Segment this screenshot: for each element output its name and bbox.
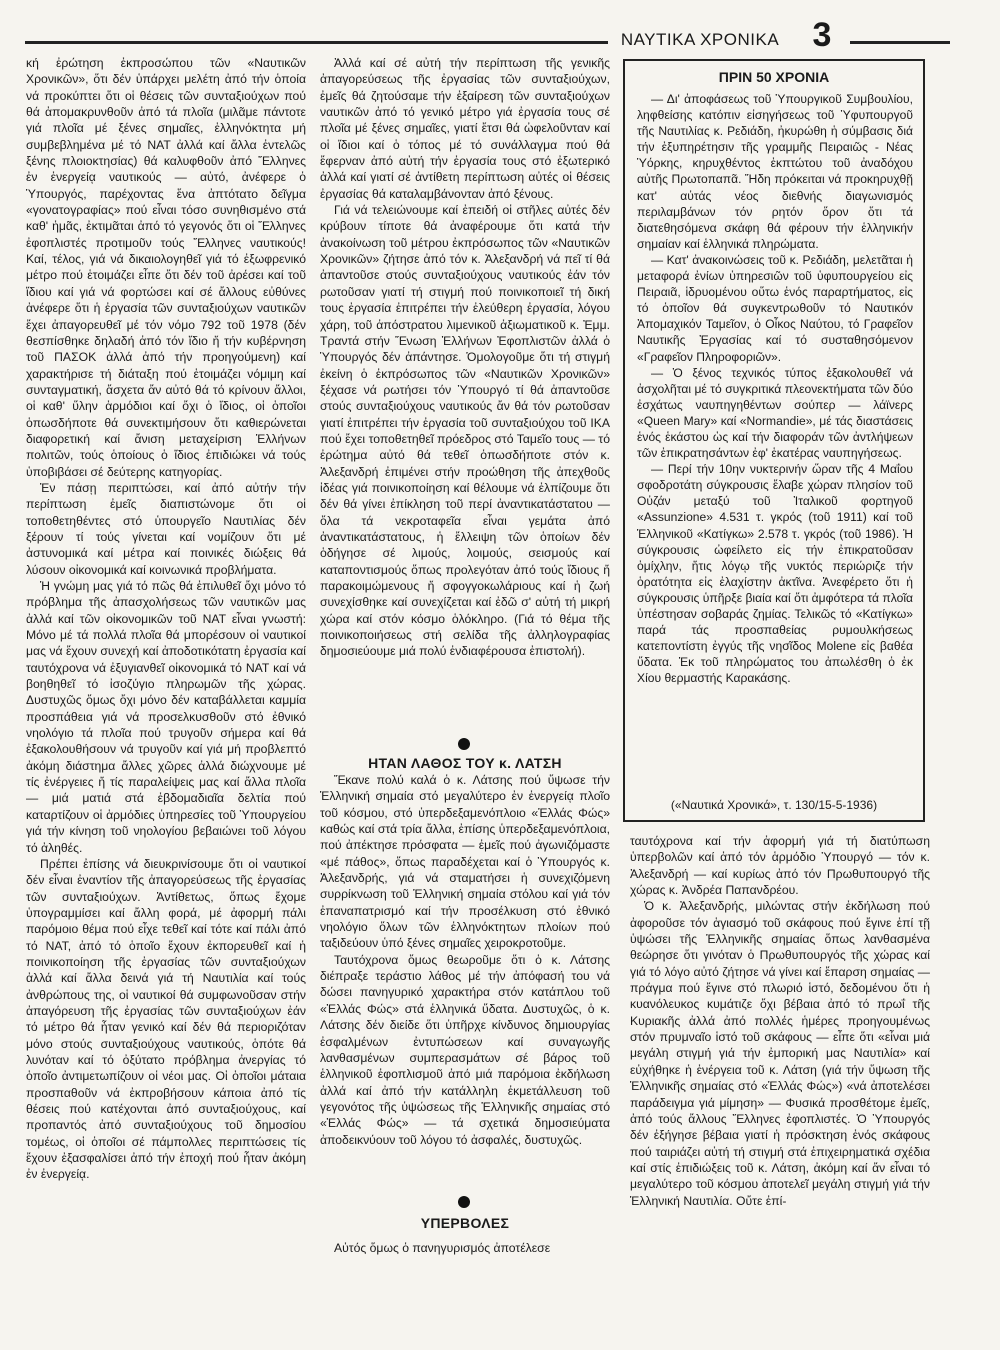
sidebar-box-source: («Ναυτικά Χρονικά», τ. 130/15-5-1936) xyxy=(670,798,878,812)
sidebar-box-body xyxy=(637,91,913,686)
article-heading: ΗΤΑΝ ΛΑΘΟΣ ΤΟΥ κ. ΛΑΤΣΗ xyxy=(368,755,562,771)
paragraph: Πρέπει ἐπίσης νά διευκρινίσουμε ὅτι οἱ ναυτικοί δέν εἶναι ἐναντίον τῆς ἀπαγορεύσεως τῆς ἐργασίας τῶν συνταξιούχων. Ἀντίθετως, ὅπως ἔχομε ὑπογραμμίσει καί ἄλλη φορά, μέ ἀφορμή πάλι παρόμοιο θέμα πού εἶχε τεθεῖ καί τότε καί πάλι ἀπό τό ΝΑΤ, ἀπό τό ὁποῖο ἔχουν ἐκπορευθεῖ καί ἡ ποινικοποίηση τῆς ἐργασίας τῶν συνταξιούχων ἀλλά καί ἄλλα δεινά γιά τή Ναυτιλία καί τούς ἀνθρώπους της, οἱ ναυτικοί θά συμφωνοῦσαν στήν ἀπαγόρευση τῆς ἐργασίας τῶν συνταξιούχων ἐάν τό μέτρο θά ἦταν γενικό καί δέν θά περιοριζόταν μόνο στούς συνταξιούχους ναυτικούς, ὁπότε θά λυνόταν καί τό ὀξύτατο πρόβλημα ἀνεργίας τό ὁποῖο ἀντιμετωπίζουν οἱ νέοι μας. Οἱ ὁποῖοι μάταια προσπαθοῦν νά ἐκπροβήσουν κάποια ἀπό τίς θέσεις πού κατέχονται ἀπό συνταξιούχους, καί προπαντός ἀπό συνταξιούχους τοῦ δημοσίου τομέως, οἱ ὁποῖοι σέ πάμπολλες περιπτώσεις τίς ἔχουν ἐξασφαλίσει ἀπό τήν ἐποχή πού ἦταν ἀκόμη ἐν ἐνεργείᾳ. xyxy=(26,856,306,1182)
section-bullet xyxy=(458,1196,470,1208)
paragraph: Ἔκανε πολύ καλά ὁ κ. Λάτσης πού ὕψωσε τήν Ἑλληνική σημαία στό μεγαλύτερο ἐν ἐνεργείᾳ πλοῖο τοῦ κόσμου, στό ὑπερδεξαμενόπλοιο «Ἑλλάς Φώς» καθώς καί στά τρία ἄλλα, ἐπίσης ὑπερδεξαμενόπλοια, πού ἀπέκτησε πρόσφατα — ἐμεῖς πού ἀγωνιζόμαστε «μέ πάθος», ὅπως παραδέχεται καί ὁ Ὑπουργός κ. Ἀλεξανδρής, γιά νά σταματήσει ἡ συνεχιζόμενη συρρίκνωση τοῦ Ἑλληνική σημαία στόλου καί γιά τόν ἐπαναπατρισμό καί τήν προσέλκυση στό ἐθνικό νηολόγιο ὅλων τῶν ἑλληνόκτητων πλοίων πού ταξιδεύουν ὑπό ξένες σημαῖες χειροκροτοῦμε. xyxy=(320,773,610,951)
article-hyperboles-body xyxy=(320,1240,610,1270)
paragraph: — Κατ' ἀνακοινώσεις τοῦ κ. Ρεδιάδη, μελετᾶται ἡ μεταφορά ἐνίων ὑπηρεσιῶν τοῦ ὑφυπουργείου εἰς Πειραιᾶ, ἱδρυομένου οὕτω ἑνός παραρτήματος, εἰς τό ὁποῖον θά συγκεντρωθοῦν τό Ναυτικόν Ἀπομαχικόν Ταμεῖον, ὁ Οἶκος Ναύτου, τό Γραφεῖον Ναυτικῆς Ἐργασίας καί τό συσταθησόμενον «Γραφεῖον Πληροφοριῶν». xyxy=(637,252,913,364)
header-rule xyxy=(850,41,950,44)
article-heading: ΥΠΕΡΒΟΛΕΣ xyxy=(420,1215,510,1231)
paragraph: Ἀλλά καί σέ αὐτή τήν περίπτωση τῆς γενικῆς ἀπαγορεύσεως τῆς ἐργασίας τῶν συνταξιούχων, ἐμεῖς θά ζητούσαμε τήν ἐξαίρεση τῶν συνταξιούχων ναυτικῶν ἀπό τό γενικό μέτρο γιά ἐργασία τους σέ πλοῖα μέ ξένες σημαῖες, γιατί ἔτσι θά ὠφελοῦνταν καί οἱ ἴδιοι καί ὁ τόπος μέ τό συνάλλαγμα πού θά ἔφερναν ἀπό αὐτή τήν ἐργασία τους στό ἐξωτερικό ἀλλά καί γιατί σέ ἀντίθετη περίπτωση αὐτές οἱ θέσεις ἐργασίας θά καταλαμβάνονταν ἀπό ξένους. xyxy=(320,56,610,201)
paragraph: Ἐν πάσῃ περιπτώσει, καί ἀπό αὐτήν τήν περίπτωση ἐμεῖς διαπιστώνομε ὅτι οἱ τοποθετηθέντες στό ὑπουργεῖο Ναυτιλίας δέν ξέρουν τί τούς γίνεται καί νομίζουν ὅτι μέ ἀστυνομικά καί μέτρα καί ποινικές διώξεις θά λύσουν οἰκονομικά καί κοινωνικά προβλήματα. xyxy=(26,480,306,577)
paragraph: Γιά νά τελειώνουμε καί ἐπειδή οἱ στῆλες αὐτές δέν κρύβουν τίποτε θά ἀναφέρουμε ὅτι κατά τήν ἀνακοίνωση τοῦ μέτρου ἐκπρόσωπος τῶν «Ναυτικῶν Χρονικῶν» ζήτησε ἀπό τόν κ. Ἀλεξανδρή νά πεῖ τί θά ἀπαντοῦσε στούς συνταξιούχους ναυτικούς ἐάν τόν ρωτοῦσαν γιατί τή στιγμή πού ποινικοποιεῖ τή δική τους ἐργασία ἐπιτρέπει τήν ἐλεύθερη ἐργασία, λόγου χάρη, τοῦ ἀπόστρατου λιμενικοῦ ἀξιωματικοῦ κ. Ἐμμ. Τραντά στήν Ἕνωση Ἑλλήνων Ἐφοπλιστῶν ἀλλά ὁ Ὑπουργός δέν ἀπάντησε. Ὁμολογοῦμε ὅτι τή στιγμή ἐκείνη ὁ ἐκπρόσωπος τῶν «Ναυτικῶν Χρονικῶν» ξέχασε νά ρωτήσει τόν Ὑπουργό τί θά ἀπαντοῦσε στούς συνταξιούχους ναυτικούς ἄν θά τόν ρωτοῦσαν γιατί ἐπιτρέπει τήν ἐργασία τοῦ συνταξιούχου τοῦ ΙΚΑ πού ἔχει τοποθετηθεῖ πρόεδρος στό Ταμεῖο τους — τό ἐρώτημα αὐτό θά τεθεῖ ὁπωσδήποτε στόν κ. Ἀλεξανδρή ἐπιμένει στήν προώθηση τῆς ἀπεχθοῦς ἰδέας γιά ποινικοποίηση καί θέλουμε νά ἐλπίζουμε ὅτι δέν θά γίνει ἐπίκληση τοῦ περί ἀναντικατάστατου — ὅλα τά νεκροταφεῖα εἶναι γεμάτα ἀπό ἀναντικατάστατους, ἡ ἔλλειψη τῶν ὁποίων δέν ὁδήγησε σέ λιμούς, λοιμούς, σεισμούς καί καταποντισμούς ὅπως προλεγόταν ἀπό τούς ἴδιους ἤ παρακοιμώμενους ἤ σφογγοκωλάριους καί ἡ ζωή συνεχίσθηκε καί συνεχίζεται καί ἐδῶ σ' αὐτή τή μικρή χώρα καί στόν κόσμο ὁλόκληρο. (Γιά τό θέμα τῆς ποινικοποιήσεως στή σελίδα τῆς ἀλληλογραφίας δημοσιεύουμε μιά πολύ ἐνδιαφέρουσα ἐπιστολή). xyxy=(320,203,610,659)
column-3 xyxy=(630,833,930,1273)
sidebar-box-50-years xyxy=(623,59,925,822)
paragraph: ταυτόχρονα καί τήν ἀφορμή γιά τή διατύπωση ὑπερβολῶν καί ἀπό τόν ἁρμόδιο Ὑπουργό — τόν κ. Ἀλεξανδρή — καί κυρίως ἀπό τόν Πρωθυπουργό τῆς χώρας κ. Ἀνδρέα Παπανδρέου. xyxy=(630,834,930,898)
sidebar-box-title: ΠΡΙΝ 50 ΧΡΟΝΙΑ xyxy=(718,69,830,85)
paragraph: Ἡ γνώμη μας γιά τό πῶς θά ἐπιλυθεῖ ὄχι μόνο τό πρόβλημα τῆς ἀπασχολήσεως τῶν ναυτικῶν μας ἀλλά καί τῶν οἰκονομικῶν τοῦ ΝΑΤ εἶναι γνωστή: Μόνο μέ τά πολλά πλοῖα θά μπορέσουν οἱ ναυτικοί μας νά ἔχουν συνεχή καί ἀποδοτικότατη ἐργασία καί ταυτόχρονα νά ἐξυγιανθεῖ οἰκονομικά τό ΝΑΤ καί νά βοηθηθεῖ τό ἰσοζύγιο πληρωμῶν τῆς χώρας. Δυστυχῶς ὅμως ὄχι μόνο δέν καταβάλλεται καμμία προσπάθεια γιά νά προσελκυσθοῦν στό ἐθνικό νηολόγιο τά πλοῖα πού τρυγοῦν σήμερα καί θά ἐξακολουθήσουν νά τρυγοῦν καί γιά μή προβλεπτό ἀκόμη διάστημα ἄλλες χῶρες ἀλλά διώχνουμε μέ τίς ἐνέργειες ἤ τίς παραλείψεις μας καί ἄλλα πλοῖα — μιά ματιά στά ἑβδομαδιαῖα δελτία πού καταρτίζουν οἱ ἁρμόδιες ὑπηρεσίες τοῦ Ὑπουργείου γιά τήν κίνηση τοῦ νηολογίου βεβαιώνει τοῦ λόγου τό ἀληθές. xyxy=(26,579,306,855)
article-lathos-body xyxy=(320,772,610,1217)
header-rule xyxy=(25,41,608,44)
page-number: 3 xyxy=(812,16,832,54)
section-bullet xyxy=(458,738,470,750)
paragraph: κή ἐρώτηση ἐκπροσώπου τῶν «Ναυτικῶν Χρονικῶν», ὅτι δέν ὑπάρχει μελέτη ἀπό τήν ὁποία νά προκύπτει ὅτι οἱ θέσεις τῶν συνταξιούχων πού θά ἀπομακρυνθοῦν ἀπό τά πλοῖα (μιλᾶμε πάντοτε γιά πλοῖα μέ ξένες σημαῖες, ἑλληνόκτητα μή συμβεβλημένα μέ τό ΝΑΤ ἀλλά καί ἄλλα ἐντελῶς ξένης πλοιοκτησίας) θά καλυφθοῦν ἀπό Ἕλληνες ἐν ἐνεργείᾳ ναυτικούς — αὐτό, ἀνέφερε ὁ Ὑπουργός, παρέχοντας ἕνα ἀπτότατο δεῖγμα «γονατογραφίας» πού εἶναι τόσο συνηθισμένο στά καθ' ἡμᾶς, ἐκτιμᾶται ἀπό τό γεγονός ὅτι οἱ Ἕλληνες ἐφοπλιστές προτιμοῦν τούς Ἕλληνες ναυτικούς! Καί, τέλος, γιά νά δικαιολογηθεῖ γιά τό ἐξωφρενικό μέτρο πού ἑτοιμάζει εἶπε ὅτι δέν τοῦ ἀρέσει καί τοῦ ἴδιου καί γιά νά φορτώσει καί σέ ἄλλους εὐθύνες ἀνέφερε ὅτι ἡ ἐργασία τῶν συνταξιούχων ναυτικῶν ἔχει ἀπαγορευθεῖ μέ τόν νόμο 792 τοῦ 1978 (δέν θεσπίσθηκε δηλαδή ἀπό τόν ἴδιο ἤ τήν κυβέρνηση τοῦ ΠΑΣΟΚ ἀλλά ἀπό τήν προηγούμενη) καί χαρακτήρισε τή διάταξη πού ἑτοιμάζει νόμιμη καί συνταγματική, ἄσχετα ἄν αὐτό θά τό κρίνουν ἄλλοι, οἱ καθ' ὕλην ἁρμόδιοι καί ὄχι ὁ ἴδιος, οἱ ὁποῖοι ὁπωσδήποτε θά συνεκτιμήσουν ὅτι καθιερώνεται διαφορετική καί ἄνιση μεταχείριση Ἑλλήνων πολιτῶν, τούς ὁποίους ὁ ἴδιος ἐπιδιώκει νά τούς ὑποβιβάσει σέ δεύτερης κατηγορίας. xyxy=(26,56,306,479)
paragraph: Ὁ κ. Ἀλεξανδρής, μιλώντας στήν ἐκδήλωση πού ἀφοροῦσε τόν ἁγιασμό τοῦ σκάφους πού ἔγινε ἐπί τῇ ὑψώσει τῆς Ἑλληνικῆς σημαίας ὅπως λανθασμένα θεώρησε ὅτι γινόταν ὁ Πρωθυπουργός τῆς χώρας καί γιά τό λόγο αὐτό ζήτησε νά γίνει καί ἔπαρση σημαίας — πράγμα πού ἔγινε στό πλωριό ἱστό, δεδομένου ὅτι ἡ κυανόλευκος κυμάτιζε ὄχι βέβαια ἀπό τό πρωΐ τῆς Κυριακῆς ἀλλά ἀπό πολλές ἡμέρες προηγουμένως στόν πρυμναῖο ἱστό τοῦ σκάφους — εἶπε ὅτι «εἶναι μιά μεγάλη στιγμή γιά τήν ἐμπορική μας Ναυτιλία» καί εὐχήθηκε ἡ ἐνέργεια τοῦ κ. Λάτση (γιά τήν ὕψωση τῆς Ἑλληνικῆς σημαίας στό «Ἑλλάς Φώς») «νά ἀποτελέσει παράδειγμα γιά μίμηση» — Φυσικά προσθέτομε ἐμεῖς, ἀπό τούς ἄλλους Ἕλληνες ἐφοπλιστές. Ὁ Ὑπουργός δέν ἐξήγησε βέβαια γιατί ἡ πρόσκτηση ἑνός σκάφους πού ταιριάζει αὐτή τή στιγμή στά ἐπιχειρηματικά σχέδια καί στίς ἐπιδιώξεις τοῦ κ. Λάτση, ἀκόμη καί ἄν εἶναι τό μεγαλύτερο τοῦ κόσμου ἀποτελεῖ μεγάλη στιγμή γιά τήν Ἑλληνική Ναυτιλία. Οὔτε ἐπί- xyxy=(630,899,930,1208)
paragraph: Αὐτός ὅμως ὁ πανηγυρισμός ἀποτέλεσε xyxy=(334,1241,551,1255)
paragraph: — Περί τήν 10ην νυκτερινήν ὥραν τῆς 4 Μαΐου σφοδροτάτη σύγκρουσις ἔλαβε χώραν πλησίον τοῦ Οὐζάν μεταξύ τοῦ Ἰταλικοῦ φορτηγοῦ «Assunzione» 4.531 τ. γκρός (τοῦ 1911) καί τοῦ Ἑλληνικοῦ «Κατίγκω» 2.578 τ. γκρός (τοῦ 1986). Ἡ σύγκρουσις ὠφείλετο εἰς τήν ἐπικρατοῦσαν ὀμίχλην, ἥτις λόγῳ τῆς νυκτός περιώριζε τήν ὁρατότητα εἰς ἐλαχίστην ἀκτῖνα. Ἀνεφέρετο ὅτι ἡ σύγκρουσις ὑπῆρξε βιαία καί ὅτι ἀμφότερα τά πλοῖα ὑπέστησαν σοβαράς ζημίας. Τελικῶς τό «Κατίγκω» παρά τάς προσπαθείας ρυμουλκήσεως κατεποντίστη ἐγγύς τῆς νησῖδος Molene εἰς βαθέα ὕδατα. Ἐκ τοῦ πληρώματος του ἀπωλέσθη ὁ ἐκ Χίου θερμαστής Καρακάσης. xyxy=(637,462,913,686)
paragraph: — Δι' ἀποφάσεως τοῦ Ὑπουργικοῦ Συμβουλίου, ληφθείσης κατόπιν εἰσηγήσεως τοῦ Ὑφυπουργοῦ τῆς Ναυτιλίας κ. Ρεδιάδη, ἠκυρώθη ἡ σύμβασις διά τήν ἐξυπηρέτησιν τῆς γραμμῆς Πειραιῶς - Νέας Ὑόρκης, κηρυχθέντος ἐκπτώτου τοῦ ἀναδόχου αὐτῆς Πρωτοπαπᾶ. Ἤδη πρόκειται νά προκηρυχθῇ κατ' αὐτάς νέος διεθνής διαγωνισμός περιλαμβάνων τόν ρητόν ὅρον ὅτι τά διατεθησόμενα σκάφη θά φέρουν τήν ἑλληνικήν σημαίαν καί ἑλληνικά πληρώματα. xyxy=(637,92,913,251)
column-2 xyxy=(320,55,610,725)
column-1 xyxy=(26,55,306,1255)
paragraph: — Ὁ ξένος τεχνικός τύπος ἐξακολουθεῖ νά ἀσχολῆται μέ τό συγκριτικά πλεονεκτήματα τῶν δύο ἐσχάτως ναυπηγηθέντων σούπερ — λάϊνερς «Queen Mary» καί «Normandie», μέ τάς διαστάσεις ἑνός ἑκάστου ὡς καί τήν διαφοράν τῶν ἀντλήψεων τῶν ἐπικρατησάντων ἐφ' ἑκατέρας ναυπηγήσεως. xyxy=(637,365,913,461)
publication-title: ΝΑΥΤΙΚΑ ΧΡΟΝΙΚΑ xyxy=(620,30,780,49)
paragraph: Ταυτόχρονα ὅμως θεωροῦμε ὅτι ὁ κ. Λάτσης διέπραξε τεράστιο λάθος μέ τήν ἀπόφασή του νά δώσει πανηγυρικό χαρακτήρα στόν κατάπλου τοῦ «Ἑλλάς Φώς» στά ἑλληνικά ὕδατα. Δυστυχῶς, ὁ κ. Λάτσης δέν διείδε ὅτι ὑπῆρχε κίνδυνος δημιουργίας ἐσφαλμένων ἐντυπώσεων καί συναγωγῆς λανθασμένων συμπερασμάτων σέ βάρος τοῦ ἑλληνικοῦ ἐφοπλισμοῦ ἀπό μιά παρόμοια ἐκδήλωση ἀλλά καί ἀπό τήν κατάλληλη ἐκμετάλλευση τοῦ γεγονότος τῆς ὑψώσεως τῆς Ἑλληνικῆς σημαίας στό «Ἑλλάς Φώς» — τά σχετικά δημοσιεύματα ἀποδεικνύουν τοῦ λόγου τό ἀσφαλές, δυστυχῶς. xyxy=(320,952,610,1147)
